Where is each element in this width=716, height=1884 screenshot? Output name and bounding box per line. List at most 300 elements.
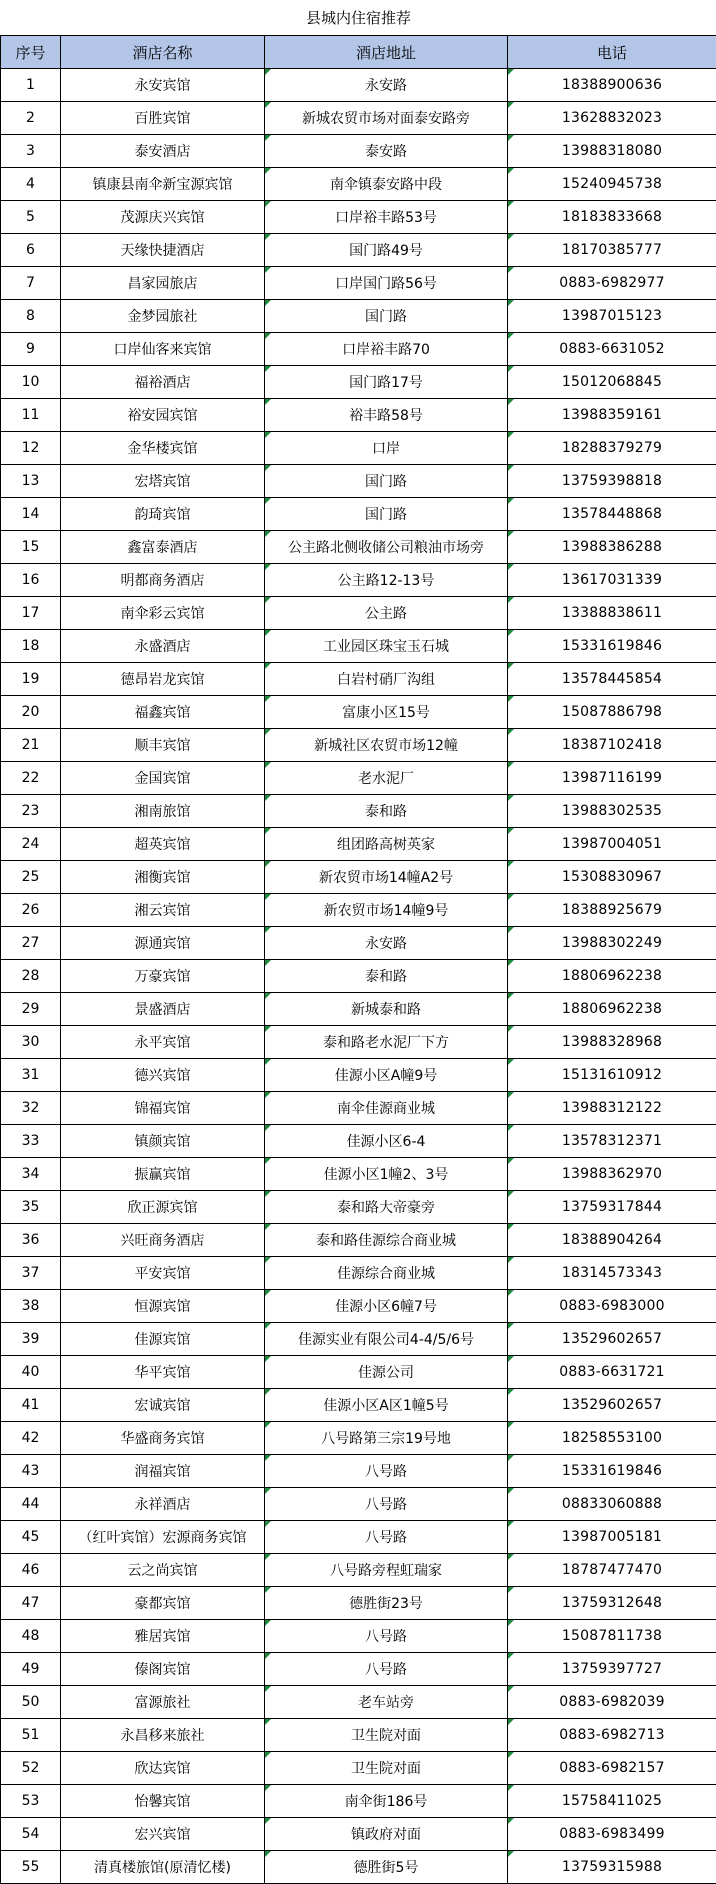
cell-hotel-address[interactable] <box>265 1719 508 1752</box>
cell-phone-text: 18806962238 <box>562 968 662 984</box>
cell-hotel-address[interactable] <box>265 1092 508 1125</box>
cell-no[interactable]: 40 <box>1 1356 61 1389</box>
cell-hotel-address-text: 新城农贸市场对面泰安路旁 <box>302 111 470 127</box>
cell-hotel-address[interactable] <box>265 102 508 135</box>
cell-no[interactable]: 33 <box>1 1125 61 1158</box>
cell-phone-text: 18170385777 <box>562 242 662 258</box>
table-row <box>1 1785 716 1818</box>
cell-phone-text: 08833060888 <box>562 1496 662 1512</box>
cell-phone[interactable] <box>508 1059 716 1092</box>
cell-no[interactable]: 34 <box>1 1158 61 1191</box>
cell-phone[interactable] <box>508 861 716 894</box>
cell-no[interactable]: 10 <box>1 366 61 399</box>
cell-hotel-name[interactable]: 云之尚宾馆 <box>61 1554 265 1587</box>
cell-phone[interactable] <box>508 333 716 366</box>
cell-phone-text: 0883-6982157 <box>559 1760 664 1776</box>
header-no[interactable]: 序号 <box>1 36 61 69</box>
cell-no[interactable]: 5 <box>1 201 61 234</box>
cell-hotel-name[interactable]: 永安宾馆 <box>61 69 265 102</box>
cell-note-marker <box>508 1521 514 1527</box>
cell-note-marker <box>508 465 514 471</box>
cell-hotel-name[interactable]: 福鑫宾馆 <box>61 696 265 729</box>
cell-hotel-address[interactable] <box>265 696 508 729</box>
cell-note-marker <box>508 1818 514 1824</box>
cell-note-marker <box>508 1752 514 1758</box>
cell-hotel-address[interactable] <box>265 1851 508 1884</box>
cell-hotel-name[interactable]: 镇颜宾馆 <box>61 1125 265 1158</box>
cell-hotel-address-text: 新城泰和路 <box>351 1002 421 1018</box>
cell-hotel-name[interactable]: 昌家园旅店 <box>61 267 265 300</box>
cell-no[interactable]: 12 <box>1 432 61 465</box>
cell-hotel-address[interactable] <box>265 432 508 465</box>
cell-hotel-name[interactable]: 德兴宾馆 <box>61 1059 265 1092</box>
cell-no[interactable]: 31 <box>1 1059 61 1092</box>
cell-phone[interactable] <box>508 465 716 498</box>
cell-phone[interactable] <box>508 1719 716 1752</box>
cell-hotel-name[interactable]: 明都商务酒店 <box>61 564 265 597</box>
cell-hotel-address[interactable] <box>265 663 508 696</box>
cell-phone[interactable] <box>508 729 716 762</box>
cell-hotel-name[interactable]: 宏兴宾馆 <box>61 1818 265 1851</box>
cell-no[interactable]: 32 <box>1 1092 61 1125</box>
cell-hotel-name[interactable]: 傣阁宾馆 <box>61 1653 265 1686</box>
cell-hotel-address[interactable] <box>265 498 508 531</box>
header-phone[interactable]: 电话 <box>508 36 716 69</box>
cell-no[interactable]: 55 <box>1 1851 61 1884</box>
cell-hotel-address[interactable] <box>265 1488 508 1521</box>
cell-hotel-name[interactable]: 怡馨宾馆 <box>61 1785 265 1818</box>
cell-note-marker <box>265 69 271 75</box>
cell-phone[interactable] <box>508 1521 716 1554</box>
cell-phone[interactable] <box>508 201 716 234</box>
cell-note-marker <box>508 894 514 900</box>
cell-hotel-name[interactable]: 宏塔宾馆 <box>61 465 265 498</box>
cell-phone[interactable] <box>508 1455 716 1488</box>
cell-note-marker <box>508 333 514 339</box>
cell-phone[interactable] <box>508 795 716 828</box>
cell-note-marker <box>508 696 514 702</box>
cell-phone[interactable] <box>508 1026 716 1059</box>
cell-phone[interactable] <box>508 300 716 333</box>
cell-hotel-address[interactable] <box>265 927 508 960</box>
cell-no[interactable]: 9 <box>1 333 61 366</box>
cell-no[interactable]: 44 <box>1 1488 61 1521</box>
cell-no[interactable]: 30 <box>1 1026 61 1059</box>
cell-phone[interactable] <box>508 1158 716 1191</box>
cell-hotel-name[interactable]: 鑫富泰酒店 <box>61 531 265 564</box>
table-row <box>1 960 716 993</box>
cell-hotel-name[interactable]: 茂源庆兴宾馆 <box>61 201 265 234</box>
cell-note-marker <box>265 300 271 306</box>
cell-no[interactable]: 52 <box>1 1752 61 1785</box>
cell-no[interactable]: 51 <box>1 1719 61 1752</box>
cell-note-marker <box>265 1752 271 1758</box>
cell-hotel-address[interactable] <box>265 1587 508 1620</box>
cell-phone-text: 13759398818 <box>562 473 662 489</box>
cell-hotel-address-text: 国门路49号 <box>349 243 423 259</box>
cell-hotel-name[interactable]: 湘南旅馆 <box>61 795 265 828</box>
cell-phone-text: 15012068845 <box>562 374 662 390</box>
cell-hotel-address[interactable] <box>265 1389 508 1422</box>
cell-phone[interactable] <box>508 1653 716 1686</box>
cell-hotel-address[interactable] <box>265 234 508 267</box>
cell-phone-text: 13988359161 <box>562 407 662 423</box>
cell-phone[interactable] <box>508 597 716 630</box>
cell-hotel-name[interactable]: 宏诚宾馆 <box>61 1389 265 1422</box>
cell-note-marker <box>508 1125 514 1131</box>
cell-phone[interactable] <box>508 1554 716 1587</box>
cell-phone[interactable] <box>508 663 716 696</box>
cell-hotel-address[interactable] <box>265 1059 508 1092</box>
cell-hotel-name[interactable]: 富源旅社 <box>61 1686 265 1719</box>
cell-phone[interactable] <box>508 1422 716 1455</box>
cell-phone[interactable] <box>508 366 716 399</box>
cell-hotel-address[interactable] <box>265 762 508 795</box>
cell-hotel-name[interactable]: 金国宾馆 <box>61 762 265 795</box>
cell-note-marker <box>508 1092 514 1098</box>
cell-hotel-address-text: 公主路 <box>365 606 407 622</box>
cell-hotel-address[interactable] <box>265 1257 508 1290</box>
cell-phone[interactable] <box>508 1092 716 1125</box>
cell-hotel-name[interactable]: 镇康县南伞新宝源宾馆 <box>61 168 265 201</box>
cell-hotel-name[interactable]: 锦福宾馆 <box>61 1092 265 1125</box>
cell-no[interactable]: 24 <box>1 828 61 861</box>
cell-phone[interactable] <box>508 135 716 168</box>
cell-no[interactable]: 47 <box>1 1587 61 1620</box>
cell-phone-text: 13578445854 <box>562 671 662 687</box>
cell-hotel-address[interactable] <box>265 1158 508 1191</box>
cell-phone[interactable] <box>508 696 716 729</box>
header-hotel-name[interactable]: 酒店名称 <box>61 36 265 69</box>
cell-hotel-address[interactable] <box>265 1818 508 1851</box>
cell-no[interactable]: 27 <box>1 927 61 960</box>
cell-hotel-address[interactable] <box>265 1785 508 1818</box>
cell-no[interactable]: 23 <box>1 795 61 828</box>
cell-hotel-name[interactable]: 顺丰宾馆 <box>61 729 265 762</box>
cell-hotel-address[interactable] <box>265 465 508 498</box>
cell-hotel-name[interactable]: 金华楼宾馆 <box>61 432 265 465</box>
cell-hotel-name[interactable]: 韵琦宾馆 <box>61 498 265 531</box>
cell-phone[interactable] <box>508 630 716 663</box>
cell-note-marker <box>265 1554 271 1560</box>
cell-hotel-name[interactable]: 泰安酒店 <box>61 135 265 168</box>
table-row <box>1 1851 716 1884</box>
cell-hotel-address[interactable] <box>265 300 508 333</box>
cell-hotel-address[interactable] <box>265 1026 508 1059</box>
cell-no[interactable]: 26 <box>1 894 61 927</box>
cell-hotel-name[interactable]: 豪都宾馆 <box>61 1587 265 1620</box>
table-row <box>1 1224 716 1257</box>
cell-hotel-address[interactable] <box>265 1554 508 1587</box>
cell-hotel-name[interactable]: 欣正源宾馆 <box>61 1191 265 1224</box>
cell-hotel-address[interactable] <box>265 1323 508 1356</box>
cell-hotel-name[interactable]: 景盛酒店 <box>61 993 265 1026</box>
cell-hotel-address[interactable] <box>265 1752 508 1785</box>
cell-note-marker <box>508 135 514 141</box>
cell-note-marker <box>508 1455 514 1461</box>
cell-phone[interactable] <box>508 267 716 300</box>
cell-no[interactable]: 36 <box>1 1224 61 1257</box>
cell-phone-text: 13759312648 <box>562 1595 662 1611</box>
cell-hotel-address-text: 永安路 <box>365 936 407 952</box>
cell-phone[interactable] <box>508 69 716 102</box>
cell-phone[interactable] <box>508 960 716 993</box>
cell-no[interactable]: 35 <box>1 1191 61 1224</box>
cell-no[interactable]: 54 <box>1 1818 61 1851</box>
cell-phone-text: 13988312122 <box>562 1100 662 1116</box>
cell-hotel-address[interactable] <box>265 201 508 234</box>
cell-phone[interactable] <box>508 1686 716 1719</box>
cell-note-marker <box>265 663 271 669</box>
cell-hotel-address-text: 佳源小区1幢2、3号 <box>324 1167 449 1183</box>
table-row <box>1 300 716 333</box>
cell-note-marker <box>508 927 514 933</box>
cell-hotel-address[interactable] <box>265 729 508 762</box>
cell-hotel-address[interactable] <box>265 399 508 432</box>
cell-phone[interactable] <box>508 399 716 432</box>
cell-hotel-address[interactable] <box>265 1224 508 1257</box>
cell-hotel-address[interactable] <box>265 564 508 597</box>
cell-hotel-address[interactable] <box>265 597 508 630</box>
cell-note-marker <box>265 1059 271 1065</box>
cell-hotel-address[interactable] <box>265 1191 508 1224</box>
cell-no[interactable]: 46 <box>1 1554 61 1587</box>
cell-phone[interactable] <box>508 1620 716 1653</box>
cell-note-marker <box>265 1026 271 1032</box>
cell-hotel-address-text: 八号路旁程虹瑞家 <box>330 1563 442 1579</box>
cell-hotel-address-text: 南伞街186号 <box>345 1794 428 1810</box>
cell-hotel-address[interactable] <box>265 1653 508 1686</box>
cell-hotel-address[interactable] <box>265 795 508 828</box>
cell-no[interactable]: 38 <box>1 1290 61 1323</box>
cell-no[interactable]: 16 <box>1 564 61 597</box>
cell-hotel-address-text: 公主路12-13号 <box>338 573 435 589</box>
cell-hotel-name[interactable]: 润福宾馆 <box>61 1455 265 1488</box>
cell-phone[interactable] <box>508 1752 716 1785</box>
cell-note-marker <box>508 234 514 240</box>
cell-note-marker <box>265 135 271 141</box>
cell-phone[interactable] <box>508 1356 716 1389</box>
cell-note-marker <box>508 1851 514 1857</box>
cell-no[interactable]: 50 <box>1 1686 61 1719</box>
cell-no[interactable]: 25 <box>1 861 61 894</box>
cell-phone[interactable] <box>508 1224 716 1257</box>
cell-hotel-name[interactable]: 源通宾馆 <box>61 927 265 960</box>
cell-hotel-name[interactable]: 南伞彩云宾馆 <box>61 597 265 630</box>
table-title[interactable]: 县城内住宿推荐 <box>1 0 716 36</box>
cell-hotel-address-text: 泰安路 <box>365 144 407 160</box>
cell-no[interactable]: 2 <box>1 102 61 135</box>
cell-phone[interactable] <box>508 927 716 960</box>
cell-note-marker <box>508 1323 514 1329</box>
cell-phone[interactable] <box>508 1785 716 1818</box>
cell-note-marker <box>265 1389 271 1395</box>
cell-phone[interactable] <box>508 1488 716 1521</box>
cell-hotel-name[interactable]: 振赢宾馆 <box>61 1158 265 1191</box>
cell-no[interactable]: 20 <box>1 696 61 729</box>
cell-note-marker <box>508 498 514 504</box>
table-row <box>1 762 716 795</box>
cell-phone[interactable] <box>508 168 716 201</box>
cell-note-marker <box>508 300 514 306</box>
cell-hotel-name[interactable]: 金梦园旅社 <box>61 300 265 333</box>
cell-no[interactable]: 22 <box>1 762 61 795</box>
cell-hotel-address[interactable] <box>265 1422 508 1455</box>
cell-phone[interactable] <box>508 1389 716 1422</box>
cell-hotel-name[interactable]: 佳源宾馆 <box>61 1323 265 1356</box>
cell-hotel-name[interactable]: 湘云宾馆 <box>61 894 265 927</box>
cell-no[interactable]: 28 <box>1 960 61 993</box>
cell-hotel-name[interactable]: 华盛商务宾馆 <box>61 1422 265 1455</box>
cell-hotel-name[interactable]: 天缘快捷酒店 <box>61 234 265 267</box>
cell-hotel-address-text: 公主路北侧收储公司粮油市场旁 <box>288 540 484 556</box>
cell-no[interactable]: 4 <box>1 168 61 201</box>
cell-phone[interactable] <box>508 531 716 564</box>
cell-phone-text: 13759317844 <box>562 1199 662 1215</box>
cell-hotel-address[interactable] <box>265 267 508 300</box>
cell-phone-text: 15308830967 <box>562 869 662 885</box>
cell-no[interactable]: 43 <box>1 1455 61 1488</box>
cell-note-marker <box>265 861 271 867</box>
cell-no[interactable]: 11 <box>1 399 61 432</box>
cell-no[interactable]: 48 <box>1 1620 61 1653</box>
header-hotel-address[interactable]: 酒店地址 <box>265 36 508 69</box>
cell-no[interactable]: 6 <box>1 234 61 267</box>
cell-hotel-name[interactable]: 华平宾馆 <box>61 1356 265 1389</box>
cell-hotel-address[interactable] <box>265 1290 508 1323</box>
cell-hotel-address[interactable] <box>265 1356 508 1389</box>
cell-no[interactable]: 41 <box>1 1389 61 1422</box>
cell-hotel-address[interactable] <box>265 1620 508 1653</box>
cell-phone[interactable] <box>508 498 716 531</box>
cell-phone[interactable] <box>508 993 716 1026</box>
cell-phone[interactable] <box>508 1191 716 1224</box>
cell-no[interactable]: 49 <box>1 1653 61 1686</box>
cell-phone-text: 13578312371 <box>562 1133 662 1149</box>
cell-no[interactable]: 1 <box>1 69 61 102</box>
cell-no[interactable]: 3 <box>1 135 61 168</box>
cell-hotel-name[interactable]: 湘衡宾馆 <box>61 861 265 894</box>
cell-hotel-address[interactable] <box>265 960 508 993</box>
cell-hotel-address[interactable] <box>265 1125 508 1158</box>
cell-phone[interactable] <box>508 894 716 927</box>
cell-phone[interactable] <box>508 564 716 597</box>
cell-hotel-address[interactable] <box>265 135 508 168</box>
cell-phone[interactable] <box>508 102 716 135</box>
cell-hotel-address[interactable] <box>265 1521 508 1554</box>
cell-hotel-address[interactable] <box>265 1686 508 1719</box>
cell-phone[interactable] <box>508 1851 716 1884</box>
cell-hotel-name[interactable]: 清真楼旅馆(原清忆楼) <box>61 1851 265 1884</box>
cell-phone-text: 18787477470 <box>562 1562 662 1578</box>
cell-hotel-address[interactable] <box>265 993 508 1026</box>
cell-hotel-name[interactable]: 口岸仙客来宾馆 <box>61 333 265 366</box>
cell-hotel-address[interactable] <box>265 630 508 663</box>
cell-hotel-address[interactable] <box>265 1455 508 1488</box>
cell-no[interactable]: 17 <box>1 597 61 630</box>
cell-no[interactable]: 19 <box>1 663 61 696</box>
cell-hotel-name[interactable]: 欣达宾馆 <box>61 1752 265 1785</box>
cell-note-marker <box>508 168 514 174</box>
cell-hotel-name[interactable]: 福裕酒店 <box>61 366 265 399</box>
cell-phone[interactable] <box>508 432 716 465</box>
cell-note-marker <box>265 597 271 603</box>
cell-phone[interactable] <box>508 1257 716 1290</box>
cell-hotel-address[interactable] <box>265 894 508 927</box>
cell-no[interactable]: 14 <box>1 498 61 531</box>
cell-hotel-address-text: 佳源综合商业城 <box>337 1266 435 1282</box>
cell-phone-text: 18388904264 <box>562 1232 662 1248</box>
cell-phone-text: 13988328968 <box>562 1034 662 1050</box>
cell-no[interactable]: 13 <box>1 465 61 498</box>
cell-no[interactable]: 15 <box>1 531 61 564</box>
cell-phone[interactable] <box>508 1818 716 1851</box>
cell-phone[interactable] <box>508 1290 716 1323</box>
cell-no[interactable]: 7 <box>1 267 61 300</box>
cell-hotel-address[interactable] <box>265 531 508 564</box>
table-row <box>1 267 716 300</box>
cell-hotel-address[interactable] <box>265 333 508 366</box>
cell-phone[interactable] <box>508 234 716 267</box>
cell-hotel-address[interactable] <box>265 69 508 102</box>
cell-no[interactable]: 53 <box>1 1785 61 1818</box>
cell-hotel-name[interactable]: 平安宾馆 <box>61 1257 265 1290</box>
table-row <box>1 69 716 102</box>
cell-no[interactable]: 42 <box>1 1422 61 1455</box>
cell-no[interactable]: 21 <box>1 729 61 762</box>
cell-no[interactable]: 39 <box>1 1323 61 1356</box>
table-row <box>1 1257 716 1290</box>
cell-hotel-address[interactable] <box>265 861 508 894</box>
cell-hotel-address[interactable] <box>265 168 508 201</box>
cell-note-marker <box>508 1422 514 1428</box>
cell-hotel-name[interactable]: 永盛酒店 <box>61 630 265 663</box>
cell-note-marker <box>265 630 271 636</box>
cell-phone[interactable] <box>508 1125 716 1158</box>
cell-no[interactable]: 45 <box>1 1521 61 1554</box>
cell-hotel-name[interactable]: 万豪宾馆 <box>61 960 265 993</box>
cell-hotel-name[interactable]: 永平宾馆 <box>61 1026 265 1059</box>
cell-phone[interactable] <box>508 1587 716 1620</box>
cell-phone[interactable] <box>508 762 716 795</box>
cell-phone[interactable] <box>508 1323 716 1356</box>
cell-no[interactable]: 37 <box>1 1257 61 1290</box>
cell-no[interactable]: 29 <box>1 993 61 1026</box>
cell-hotel-name[interactable]: 德昂岩龙宾馆 <box>61 663 265 696</box>
cell-no[interactable]: 8 <box>1 300 61 333</box>
cell-hotel-name[interactable]: 兴旺商务酒店 <box>61 1224 265 1257</box>
cell-note-marker <box>508 1686 514 1692</box>
cell-hotel-address-text: 佳源小区6幢7号 <box>335 1299 437 1315</box>
cell-hotel-address[interactable] <box>265 828 508 861</box>
cell-hotel-name[interactable]: 裕安园宾馆 <box>61 399 265 432</box>
cell-phone[interactable] <box>508 828 716 861</box>
cell-hotel-name[interactable]: 恒源宾馆 <box>61 1290 265 1323</box>
cell-hotel-name[interactable]: 超英宾馆 <box>61 828 265 861</box>
cell-no[interactable]: 18 <box>1 630 61 663</box>
cell-hotel-name[interactable]: 百胜宾馆 <box>61 102 265 135</box>
cell-hotel-name[interactable]: 雅居宾馆 <box>61 1620 265 1653</box>
cell-hotel-name[interactable]: 永祥酒店 <box>61 1488 265 1521</box>
cell-note-marker <box>508 531 514 537</box>
cell-hotel-name[interactable]: （红叶宾馆）宏源商务宾馆 <box>61 1521 265 1554</box>
cell-phone-text: 18387102418 <box>562 737 662 753</box>
cell-hotel-name[interactable]: 永昌移来旅社 <box>61 1719 265 1752</box>
cell-note-marker <box>265 1125 271 1131</box>
cell-hotel-address[interactable] <box>265 366 508 399</box>
table-row <box>1 1818 716 1851</box>
cell-hotel-address-text: 新城社区农贸市场12幢 <box>314 738 458 754</box>
